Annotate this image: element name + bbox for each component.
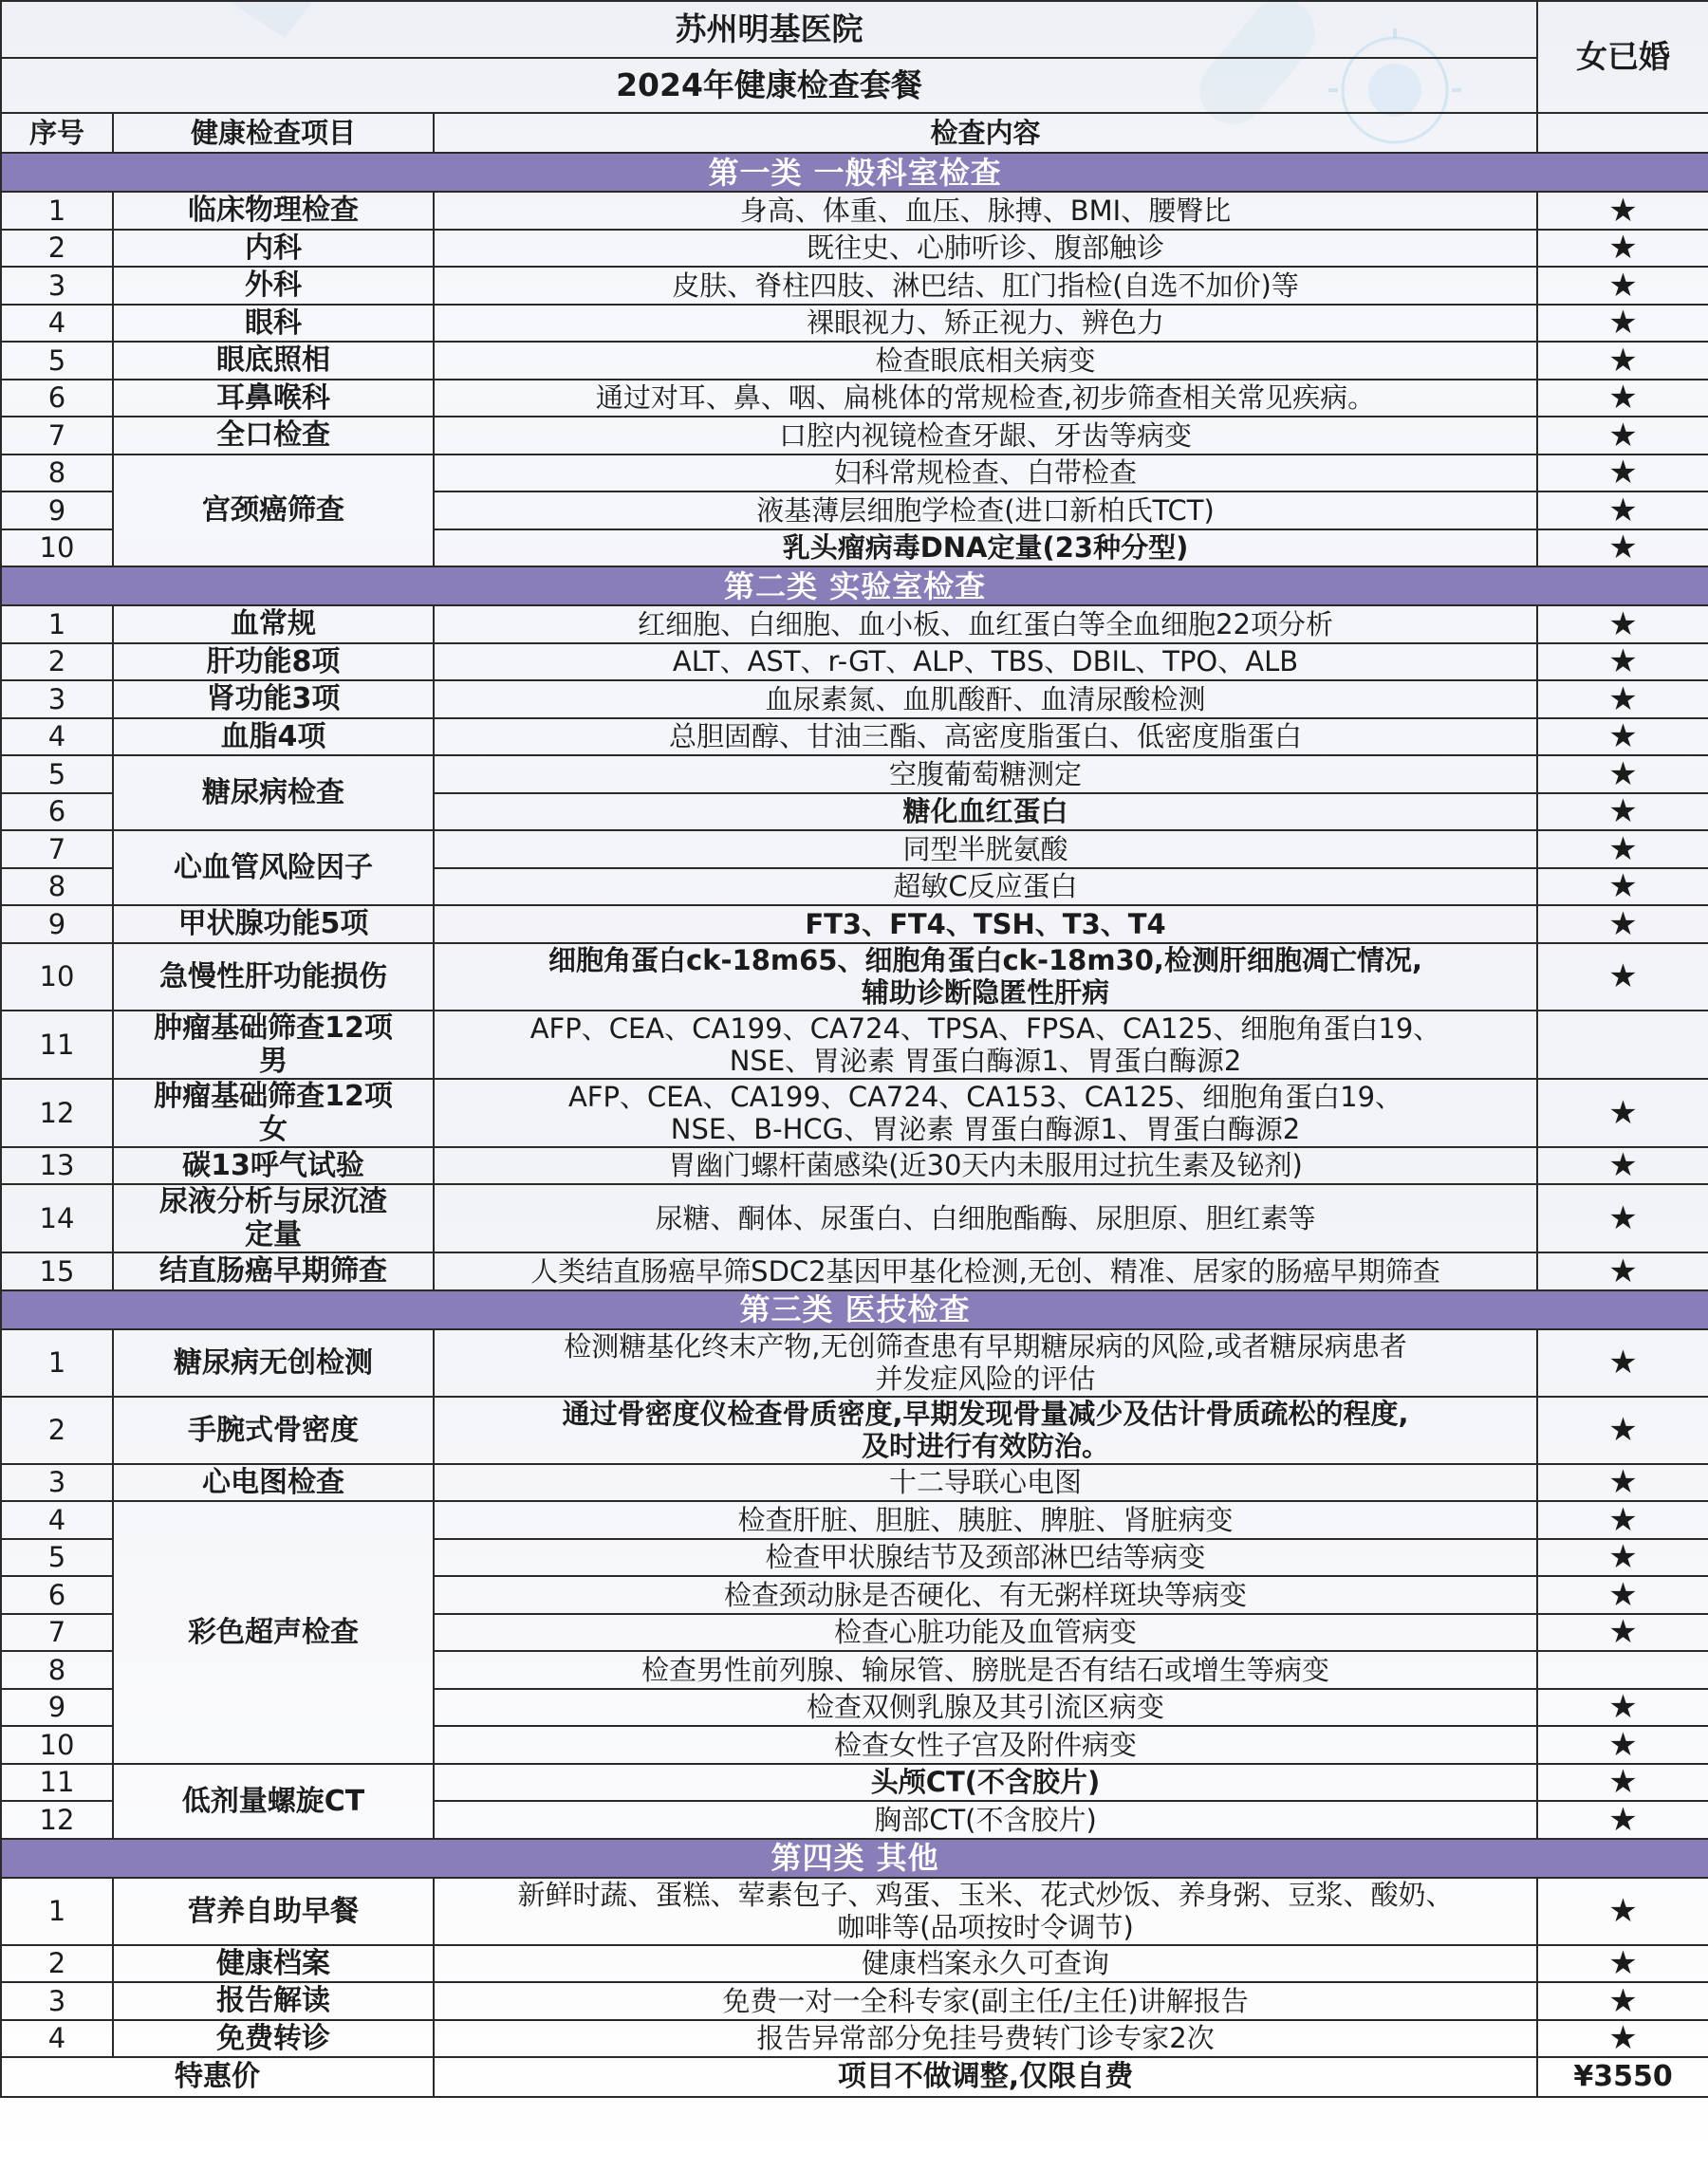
row-number: 9	[1, 491, 113, 529]
row-number: 13	[1, 1147, 113, 1185]
row-number: 7	[1, 1614, 113, 1652]
item-content: 检查肝脏、胆脏、胰脏、脾脏、肾脏病变	[434, 1501, 1537, 1539]
table-row	[1, 417, 1708, 454]
included-star-icon: ★	[1537, 868, 1708, 906]
category-row	[1, 153, 1708, 192]
included-star-icon: ★	[1537, 793, 1708, 831]
hospital-name: 苏州明基医院	[1, 1, 1537, 58]
row-number: 3	[1, 680, 113, 718]
row-number: 8	[1, 868, 113, 906]
table-row	[1, 1079, 1708, 1147]
package-title: 2024年健康检查套餐	[1, 58, 1537, 113]
row-number: 1	[1, 1878, 113, 1945]
item-name: 全口检查	[113, 417, 434, 454]
item-name: 肿瘤基础筛查12项 男	[113, 1011, 434, 1079]
included-star-icon: ★	[1537, 1726, 1708, 1764]
included-star-icon: ★	[1537, 1614, 1708, 1652]
row-number: 9	[1, 1689, 113, 1727]
row-number: 5	[1, 1539, 113, 1577]
included-star-icon: ★	[1537, 1878, 1708, 1945]
item-content: 糖化血红蛋白	[434, 793, 1537, 831]
included-star-icon	[1537, 1011, 1708, 1079]
row-number: 15	[1, 1252, 113, 1290]
item-name: 结直肠癌早期筛查	[113, 1252, 434, 1290]
category-row	[1, 1839, 1708, 1878]
item-content: 健康档案永久可查询	[434, 1945, 1537, 1983]
item-name: 心血管风险因子	[113, 830, 434, 905]
item-name: 内科	[113, 230, 434, 268]
included-star-icon: ★	[1537, 1397, 1708, 1464]
item-content: 裸眼视力、矫正视力、辨色力	[434, 305, 1537, 343]
included-star-icon: ★	[1537, 1576, 1708, 1614]
table-row	[1, 830, 1708, 868]
table-row	[1, 342, 1708, 380]
table-row	[1, 1945, 1708, 1983]
row-number: 4	[1, 305, 113, 343]
item-content: 乳头瘤病毒DNA定量(23种分型)	[434, 529, 1537, 567]
row-number: 5	[1, 755, 113, 793]
table-row	[1, 680, 1708, 718]
item-content: FT3、FT4、TSH、T3、T4	[434, 905, 1537, 943]
included-star-icon: ★	[1537, 905, 1708, 943]
table-row	[1, 192, 1708, 230]
item-content: 检查眼底相关病变	[434, 342, 1537, 380]
item-content: 既往史、心肺听诊、腹部触诊	[434, 230, 1537, 268]
included-star-icon: ★	[1537, 1982, 1708, 2020]
row-number: 11	[1, 1764, 113, 1802]
row-number: 2	[1, 643, 113, 681]
category-row	[1, 1290, 1708, 1329]
row-number: 12	[1, 1801, 113, 1839]
item-content: 报告异常部分免挂号费转门诊专家2次	[434, 2020, 1537, 2058]
item-name: 甲状腺功能5项	[113, 905, 434, 943]
row-number: 3	[1, 1982, 113, 2020]
table-row	[1, 1464, 1708, 1502]
table-row	[1, 643, 1708, 681]
item-content: 新鲜时蔬、蛋糕、荤素包子、鸡蛋、玉米、花式炒饭、养身粥、豆浆、酸奶、 咖啡等(品项按时令调节)	[434, 1878, 1537, 1945]
item-name: 急慢性肝功能损伤	[113, 943, 434, 1011]
item-name: 糖尿病检查	[113, 755, 434, 830]
price-row	[1, 2057, 1708, 2097]
row-number: 2	[1, 1397, 113, 1464]
table-row	[1, 2020, 1708, 2058]
item-content: 检查心脏功能及血管病变	[434, 1614, 1537, 1652]
included-star-icon: ★	[1537, 380, 1708, 417]
item-name: 彩色超声检查	[113, 1501, 434, 1764]
included-star-icon: ★	[1537, 755, 1708, 793]
included-star-icon: ★	[1537, 417, 1708, 454]
included-star-icon: ★	[1537, 718, 1708, 756]
price-note: 项目不做调整,仅限自费	[434, 2057, 1537, 2097]
table-row	[1, 1764, 1708, 1802]
item-content: 人类结直肠癌早筛SDC2基因甲基化检测,无创、精准、居家的肠癌早期筛查	[434, 1252, 1537, 1290]
table-row	[1, 305, 1708, 343]
included-star-icon: ★	[1537, 230, 1708, 268]
item-name: 报告解读	[113, 1982, 434, 2020]
included-star-icon: ★	[1537, 1945, 1708, 1983]
column-header-content: 检查内容	[434, 113, 1537, 153]
row-number: 3	[1, 267, 113, 305]
table-row	[1, 1147, 1708, 1185]
included-star-icon: ★	[1537, 529, 1708, 567]
item-name: 碳13呼气试验	[113, 1147, 434, 1185]
category-title: 第二类 实验室检查	[1, 566, 1708, 605]
row-number: 1	[1, 192, 113, 230]
item-content: 超敏C反应蛋白	[434, 868, 1537, 906]
included-star-icon: ★	[1537, 192, 1708, 230]
included-star-icon: ★	[1537, 342, 1708, 380]
item-name: 健康档案	[113, 1945, 434, 1983]
row-number: 4	[1, 718, 113, 756]
item-content: 通过骨密度仪检查骨质密度,早期发现骨量减少及估计骨质疏松的程度, 及时进行有效防治。	[434, 1397, 1537, 1464]
row-number: 10	[1, 1726, 113, 1764]
item-content: 十二导联心电图	[434, 1464, 1537, 1502]
row-number: 4	[1, 2020, 113, 2058]
included-star-icon: ★	[1537, 943, 1708, 1011]
item-content: 身高、体重、血压、脉搏、BMI、腰臀比	[434, 192, 1537, 230]
row-number: 9	[1, 905, 113, 943]
included-star-icon: ★	[1537, 1329, 1708, 1397]
row-number: 10	[1, 529, 113, 567]
table-row	[1, 605, 1708, 643]
item-name: 眼底照相	[113, 342, 434, 380]
item-content: AFP、CEA、CA199、CA724、TPSA、FPSA、CA125、细胞角蛋白19、 NSE、胃泌素 胃蛋白酶源1、胃蛋白酶源2	[434, 1011, 1537, 1079]
item-content: ALT、AST、r-GT、ALP、TBS、DBIL、TPO、ALB	[434, 643, 1537, 681]
included-star-icon: ★	[1537, 1501, 1708, 1539]
row-number: 5	[1, 342, 113, 380]
target-group: 女已婚	[1537, 1, 1708, 113]
table-row	[1, 454, 1708, 492]
item-name: 糖尿病无创检测	[113, 1329, 434, 1397]
category-row	[1, 566, 1708, 605]
item-content: 口腔内视镜检查牙龈、牙齿等病变	[434, 417, 1537, 454]
table-row	[1, 905, 1708, 943]
package-price: ¥3550	[1537, 2057, 1708, 2097]
row-number: 1	[1, 1329, 113, 1397]
included-star-icon: ★	[1537, 1147, 1708, 1185]
row-number: 3	[1, 1464, 113, 1502]
table-row	[1, 1184, 1708, 1252]
item-content: 尿糖、酮体、尿蛋白、白细胞酯酶、尿胆原、胆红素等	[434, 1184, 1537, 1252]
item-content: 检查甲状腺结节及颈部淋巴结等病变	[434, 1539, 1537, 1577]
included-star-icon: ★	[1537, 267, 1708, 305]
included-star-icon: ★	[1537, 605, 1708, 643]
row-number: 4	[1, 1501, 113, 1539]
item-name: 免费转诊	[113, 2020, 434, 2058]
item-name: 血脂4项	[113, 718, 434, 756]
item-content: 胸部CT(不含胶片)	[434, 1801, 1537, 1839]
item-content: 头颅CT(不含胶片)	[434, 1764, 1537, 1802]
table-row	[1, 1982, 1708, 2020]
table-row	[1, 230, 1708, 268]
item-content: 红细胞、白细胞、血小板、血红蛋白等全血细胞22项分析	[434, 605, 1537, 643]
table-row	[1, 1011, 1708, 1079]
included-star-icon: ★	[1537, 491, 1708, 529]
item-name: 宫颈癌筛查	[113, 454, 434, 567]
item-content: 检查女性子宫及附件病变	[434, 1726, 1537, 1764]
item-content: 妇科常规检查、白带检查	[434, 454, 1537, 492]
category-title: 第一类 一般科室检查	[1, 153, 1708, 192]
table-row	[1, 267, 1708, 305]
item-content: 检查双侧乳腺及其引流区病变	[434, 1689, 1537, 1727]
column-header-item: 健康检查项目	[113, 113, 434, 153]
item-content: 检查男性前列腺、输尿管、膀胱是否有结石或增生等病变	[434, 1651, 1537, 1689]
included-star-icon: ★	[1537, 830, 1708, 868]
item-content: 细胞角蛋白ck-18m65、细胞角蛋白ck-18m30,检测肝细胞凋亡情况, 辅助诊断隐匿性肝病	[434, 943, 1537, 1011]
item-name: 耳鼻喉科	[113, 380, 434, 417]
item-content: 空腹葡萄糖测定	[434, 755, 1537, 793]
item-content: 胃幽门螺杆菌感染(近30天内未服用过抗生素及铋剂)	[434, 1147, 1537, 1185]
price-label: 特惠价	[1, 2057, 434, 2097]
category-title: 第四类 其他	[1, 1839, 1708, 1878]
category-title: 第三类 医技检查	[1, 1290, 1708, 1329]
column-header-target	[1537, 113, 1708, 153]
item-content: 皮肤、脊柱四肢、淋巴结、肛门指检(自选不加价)等	[434, 267, 1537, 305]
row-number: 10	[1, 943, 113, 1011]
item-content: 检查颈动脉是否硬化、有无粥样斑块等病变	[434, 1576, 1537, 1614]
item-name: 尿液分析与尿沉渣 定量	[113, 1184, 434, 1252]
table-row	[1, 1878, 1708, 1945]
included-star-icon: ★	[1537, 643, 1708, 681]
included-star-icon: ★	[1537, 2020, 1708, 2058]
item-name: 手腕式骨密度	[113, 1397, 434, 1464]
table-row	[1, 380, 1708, 417]
row-number: 6	[1, 793, 113, 831]
row-number: 2	[1, 230, 113, 268]
included-star-icon: ★	[1537, 1689, 1708, 1727]
included-star-icon: ★	[1537, 1539, 1708, 1577]
included-star-icon: ★	[1537, 305, 1708, 343]
item-name: 低剂量螺旋CT	[113, 1764, 434, 1839]
item-content: 同型半胱氨酸	[434, 830, 1537, 868]
included-star-icon: ★	[1537, 1184, 1708, 1252]
table-row	[1, 755, 1708, 793]
item-name: 心电图检查	[113, 1464, 434, 1502]
table-row	[1, 1397, 1708, 1464]
table-row	[1, 1329, 1708, 1397]
item-name: 临床物理检查	[113, 192, 434, 230]
row-number: 1	[1, 605, 113, 643]
item-name: 肿瘤基础筛查12项 女	[113, 1079, 434, 1147]
included-star-icon: ★	[1537, 454, 1708, 492]
item-content: 检测糖基化终末产物,无创筛查患有早期糖尿病的风险,或者糖尿病患者 并发症风险的评估	[434, 1329, 1537, 1397]
included-star-icon: ★	[1537, 1464, 1708, 1502]
row-number: 6	[1, 1576, 113, 1614]
item-content: 免费一对一全科专家(副主任/主任)讲解报告	[434, 1982, 1537, 2020]
column-header-index: 序号	[1, 113, 113, 153]
included-star-icon: ★	[1537, 1079, 1708, 1147]
row-number: 14	[1, 1184, 113, 1252]
included-star-icon	[1537, 1651, 1708, 1689]
row-number: 11	[1, 1011, 113, 1079]
included-star-icon: ★	[1537, 1252, 1708, 1290]
row-number: 8	[1, 1651, 113, 1689]
table-row	[1, 943, 1708, 1011]
item-name: 肝功能8项	[113, 643, 434, 681]
table-row	[1, 1252, 1708, 1290]
row-number: 6	[1, 380, 113, 417]
included-star-icon: ★	[1537, 1764, 1708, 1802]
item-name: 外科	[113, 267, 434, 305]
item-content: 通过对耳、鼻、咽、扁桃体的常规检查,初步筛查相关常见疾病。	[434, 380, 1537, 417]
row-number: 7	[1, 830, 113, 868]
included-star-icon: ★	[1537, 680, 1708, 718]
item-name: 眼科	[113, 305, 434, 343]
row-number: 12	[1, 1079, 113, 1147]
item-content: AFP、CEA、CA199、CA724、CA153、CA125、细胞角蛋白19、 NSE、B-HCG、胃泌素 胃蛋白酶源1、胃蛋白酶源2	[434, 1079, 1537, 1147]
included-star-icon: ★	[1537, 1801, 1708, 1839]
table-row	[1, 1501, 1708, 1539]
row-number: 2	[1, 1945, 113, 1983]
item-name: 肾功能3项	[113, 680, 434, 718]
item-content: 液基薄层细胞学检查(进口新柏氏TCT)	[434, 491, 1537, 529]
item-content: 血尿素氮、血肌酸酐、血清尿酸检测	[434, 680, 1537, 718]
item-content: 总胆固醇、甘油三酯、高密度脂蛋白、低密度脂蛋白	[434, 718, 1537, 756]
item-name: 营养自助早餐	[113, 1878, 434, 1945]
item-name: 血常规	[113, 605, 434, 643]
row-number: 8	[1, 454, 113, 492]
table-row	[1, 718, 1708, 756]
row-number: 7	[1, 417, 113, 454]
